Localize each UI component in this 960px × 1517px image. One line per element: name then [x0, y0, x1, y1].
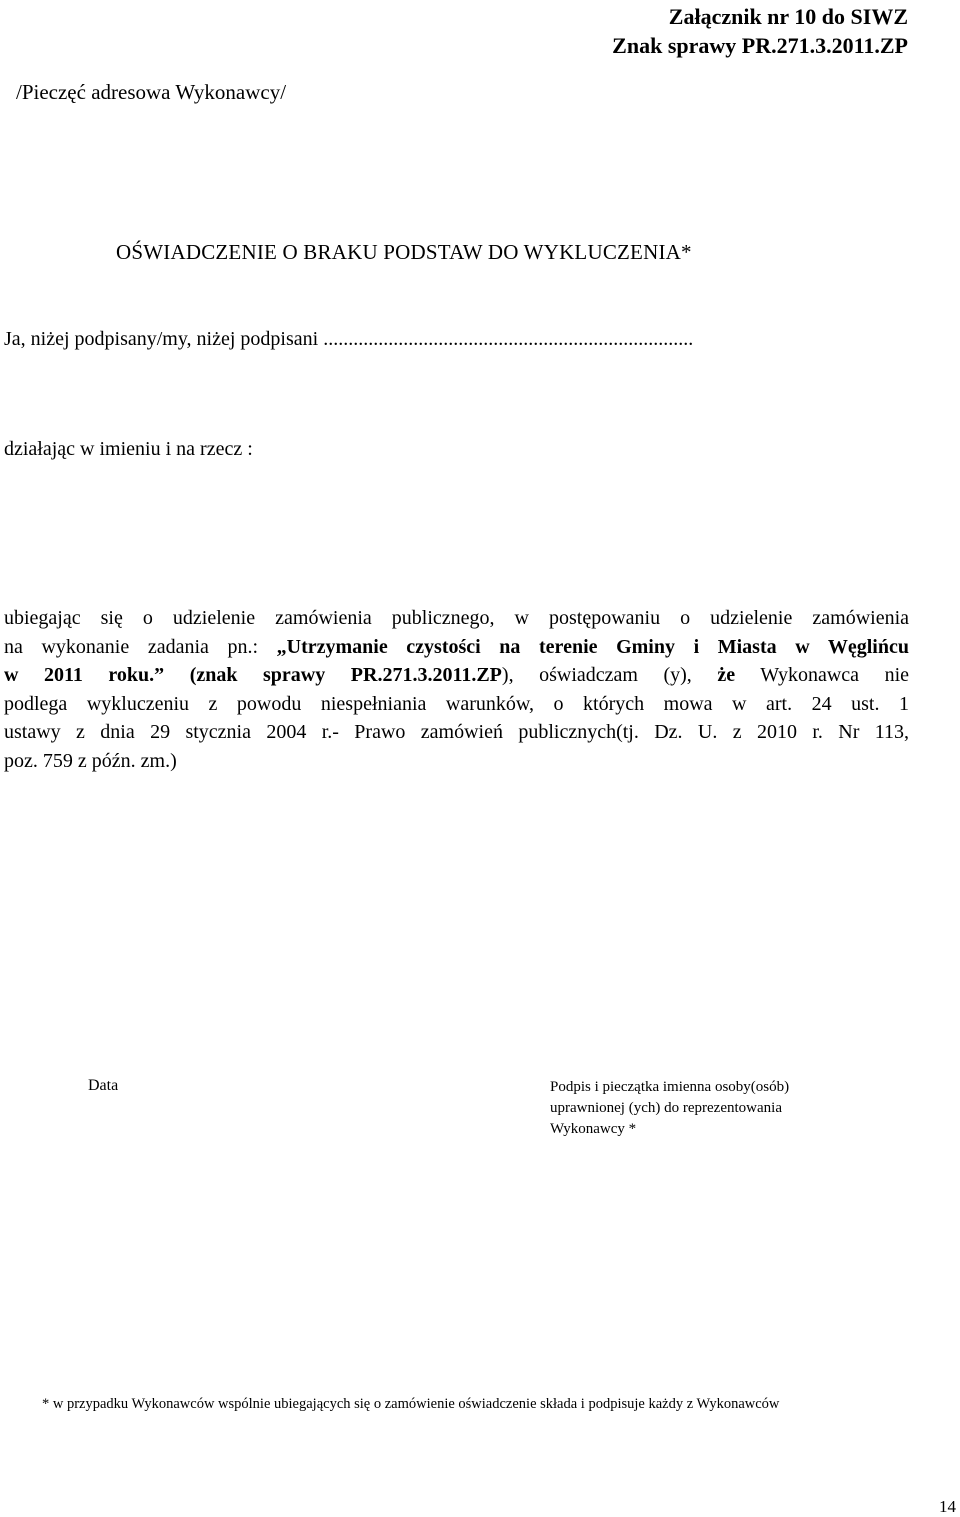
declaration-paragraph — [4, 604, 909, 776]
annex-number: Załącznik nr 10 do SIWZ — [668, 4, 908, 29]
signature-label-line: Podpis i pieczątka imienna osoby(osób) — [550, 1079, 790, 1095]
document-title: OŚWIADCZENIE O BRAKU PODSTAW DO WYKLUCZENIA* — [116, 240, 692, 264]
footnote: * w przypadku Wykonawców wspólnie ubiegających się o zamówienie oświadczenie składa i podpisuje każdy z Wykonawców — [42, 1396, 780, 1412]
declaration-text: ), oświadczam (y), że Wykonawca nie — [501, 664, 910, 687]
paragraph-line — [4, 661, 909, 690]
signatory-line: Ja, niżej podpisany/my, niżej podpisani .......................................................................... — [4, 328, 694, 350]
date-label: Data — [88, 1077, 119, 1094]
signature-block — [550, 1077, 789, 1140]
task-name-continued: w 2011 roku.” (znak sprawy PR.271.3.2011.ZP — [4, 664, 502, 687]
case-reference: Znak sprawy PR.271.3.2011.ZP — [612, 33, 908, 58]
contractor-stamp-label: /Pieczęć adresowa Wykonawcy/ — [16, 80, 287, 104]
paragraph-line: poz. 759 z późn. zm.) — [4, 749, 177, 772]
page-number: 14 — [939, 1497, 956, 1516]
signature-label-line: uprawnionej (ych) do reprezentowania — [550, 1100, 782, 1116]
paragraph-line: podlega wykluczeniu z powodu niespełniania warunków, o których mowa w art. 24 ust. 1 — [4, 692, 909, 715]
emphasis-word: że — [717, 664, 736, 687]
signature-label-line: Wykonawcy * — [550, 1121, 637, 1137]
acting-on-behalf-line: działając w imieniu i na rzecz : — [4, 438, 253, 460]
paragraph-line: ustawy z dnia 29 stycznia 2004 r.- Prawo zamówień publicznych(tj. Dz. U. z 2010 r. Nr 113, — [4, 721, 909, 744]
document-header — [612, 2, 908, 60]
task-name: „Utrzymanie czystości na terenie Gminy i Miasta w Węglińcu — [276, 635, 909, 658]
paragraph-line: ubiegając się o udzielenie zamówienia publicznego, w postępowaniu o udzielenie zamówienia — [4, 607, 909, 629]
paragraph-line: na wykonanie zadania pn.: „Utrzymanie czystości na terenie Gminy i Miasta w Węglińcu — [4, 635, 909, 658]
